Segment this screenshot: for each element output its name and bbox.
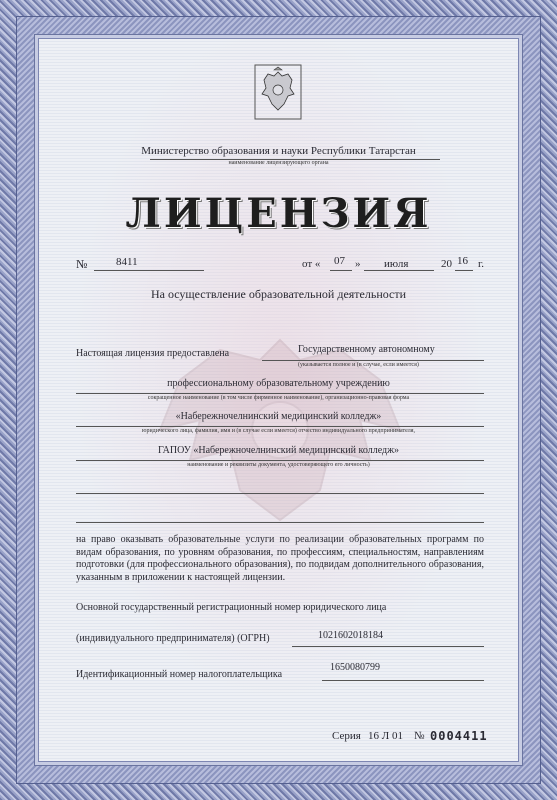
date-day: 07 xyxy=(334,255,345,267)
date-from-label: от « xyxy=(302,258,321,270)
date-month: июля xyxy=(384,258,409,270)
inn-label: Идентификационный номер налогоплательщика xyxy=(76,669,283,680)
org-name-line1: Государственному автономному xyxy=(298,344,435,355)
ogrn-value: 1021602018184 xyxy=(318,630,383,641)
serial-number: 0004411 xyxy=(430,729,488,743)
document-title: ЛИЦЕНЗИЯ xyxy=(125,190,432,237)
caption-line2: сокращенное наименование (в том числе фирменное наименование), организационно-правовая форма xyxy=(147,395,410,401)
org-line2-underline xyxy=(76,393,484,394)
granted-label: Настоящая лицензия предоставлена xyxy=(76,348,230,359)
ogrn-label-line1: Основной государственный регистрационный номер юридического лица xyxy=(76,602,387,613)
activity-type: На осуществление образовательной деятельности xyxy=(150,287,407,301)
series-value: 16 Л 01 xyxy=(368,730,403,742)
month-underline xyxy=(364,270,434,271)
series-label: Серия xyxy=(332,730,361,742)
date-close-quote: » xyxy=(355,258,361,270)
year-underline xyxy=(455,270,473,271)
caption-line3: юридического лица, фамилия, имя и (в случае если имеется) отчество индивидуального предпринимателя, xyxy=(141,428,416,434)
org-short-name: ГАПОУ «Набережночелнинский медицинский колледж» xyxy=(157,445,399,456)
inn-underline xyxy=(322,680,484,681)
blank-line-1 xyxy=(76,493,484,494)
caption-line1: (указывается полное и (в случае, если имеется) xyxy=(298,362,419,368)
coat-of-arms-icon xyxy=(254,64,302,120)
ogrn-underline xyxy=(292,646,484,647)
ogrn-label-line2: (индивидуального предпринимателя) (ОГРН) xyxy=(76,633,270,644)
org-line3-underline xyxy=(76,426,484,427)
org-name-line2: профессиональному образовательному учреждению xyxy=(167,378,390,389)
date-year-prefix: 20 xyxy=(441,258,452,270)
serial-label: № xyxy=(414,730,425,742)
inn-value: 1650080799 xyxy=(330,662,380,673)
caption-line4: наименование и реквизиты документа, удостоверяющего его личность) xyxy=(187,462,370,468)
authority-caption: наименование лицензирующего органа xyxy=(228,160,329,166)
rights-paragraph: на право оказывать образовательные услуги по реализации образовательных программ по видам образования, по уровням образования, по профессиям, специальностям, направлениям подготовки (для профессионального образования), по подвидам дополнительного образования, указанным в приложении к настоящей лицензии. xyxy=(76,534,484,583)
number-label: № xyxy=(76,257,88,271)
day-underline xyxy=(330,270,352,271)
org-short-underline xyxy=(76,460,484,461)
issuing-authority: Министерство образования и науки Республики Татарстан xyxy=(141,145,416,157)
number-underline xyxy=(94,270,204,271)
org-line1-underline xyxy=(262,360,484,361)
license-number: 8411 xyxy=(116,256,138,268)
blank-line-2 xyxy=(76,522,484,523)
date-year-label: г. xyxy=(478,258,485,270)
org-name-line3: «Набережночелнинский медицинский колледж» xyxy=(175,411,382,422)
date-year-suffix: 16 xyxy=(457,255,468,267)
